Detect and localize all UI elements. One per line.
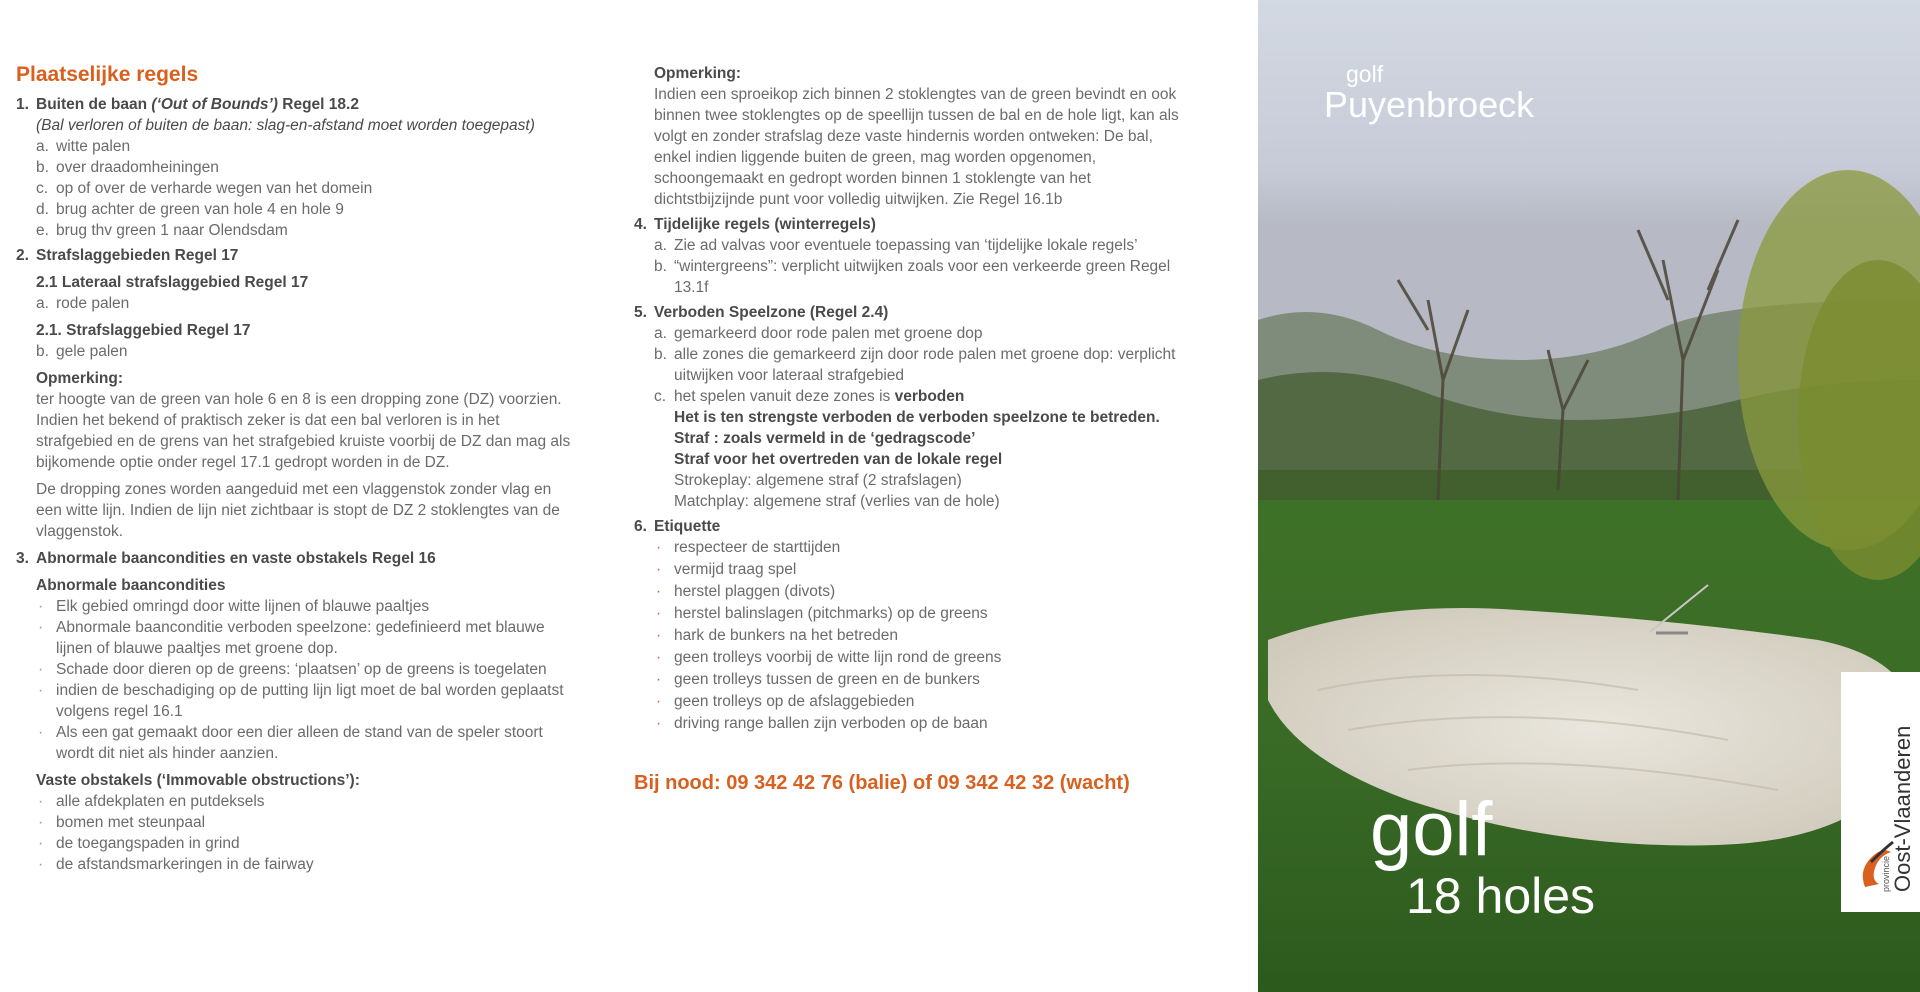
rule-section-1	[16, 94, 576, 241]
section-heading	[36, 94, 576, 115]
list-item: c. op of over de verharde wegen van het domein	[36, 180, 373, 197]
list-item: a. Zie ad valvas voor eventuele toepassing van ‘tijdelijke lokale regels’	[654, 237, 1138, 254]
heading-part: Regel 18.2	[277, 96, 359, 113]
list-item: c. het spelen vanuit deze zones is verboden Het is ten strengste verboden de verboden speelzone te betreden. Straf : zoals vermeld in de ‘gedragscode’ Straf voor het overtreden van de lokale regel Strokeplay: algemene straf (2 strafslagen) Matchplay: algemene straf (verlies van de hole)	[654, 386, 1194, 512]
list-item: b. “wintergreens”: verplicht uitwijken zoals voor een verkeerde green Regel 13.1f	[654, 258, 1171, 296]
list-item: · alle afdekplaten en putdeksels	[38, 793, 265, 810]
heading-part: (‘Out of Bounds’)	[151, 96, 278, 113]
page-title: Plaatselijke regels	[16, 63, 199, 86]
section-heading: Abnormale baancondities en vaste obstakels Regel 16	[36, 550, 436, 567]
warning-line: Het is ten strengste verboden de verboden speelzone te betreden.	[674, 409, 1160, 426]
cover-title	[1370, 787, 1596, 924]
list-item: a. witte palen	[36, 138, 131, 155]
cover-title-golf: golf	[1370, 787, 1493, 872]
brand-logo	[1324, 62, 1534, 124]
list-item: · Abnormale baanconditie verboden speelzone: gedefinieerd met blauwe lijnen of blauwe paaltjes met groene dop.	[38, 619, 545, 657]
list-item: e. brug thv green 1 naar Olendsdam	[36, 222, 288, 239]
penalty-line: Matchplay: algemene straf (verlies van de hole)	[674, 493, 1000, 510]
note-heading: Opmerking:	[36, 370, 123, 387]
bullet-list	[654, 537, 1194, 735]
rule-list	[36, 341, 576, 362]
list-item: b. alle zones die gemarkeerd zijn door rode palen met groene dop: verplicht uitwijken voor lateraal strafgebied	[654, 346, 1176, 384]
list-item: · geen trolleys op de afslaggebieden	[656, 693, 915, 710]
rule-list	[36, 136, 576, 241]
section-number: 2.	[16, 247, 29, 264]
province-badge	[1841, 672, 1920, 912]
rules-column-right	[634, 63, 1194, 735]
section-number: 6.	[634, 518, 647, 535]
list-item: a. rode palen	[36, 295, 130, 312]
section-number: 3.	[16, 550, 29, 567]
note-paragraph: De dropping zones worden aangeduid met een vlaggenstok zonder vlag en een witte lijn. Indien de lijn niet zichtbaar is stopt de DZ 2 stoklengtes van de vlaggenstok.	[36, 481, 560, 540]
list-item: · Elk gebied omringd door witte lijnen of blauwe paaltjes	[38, 598, 430, 615]
rule-section-2	[16, 245, 576, 542]
list-item: · de toegangspaden in grind	[38, 835, 240, 852]
section-number: 5.	[634, 304, 647, 321]
bullet-list	[36, 596, 576, 764]
warning-line: Straf voor het overtreden van de lokale regel	[674, 451, 1003, 468]
cover-title-holes: 18 holes	[1406, 868, 1596, 924]
list-item: · indien de beschadiging op de putting lijn ligt moet de bal worden geplaatst volgens regel 16.1	[38, 682, 564, 720]
section-heading: Verboden Speelzone (Regel 2.4)	[654, 304, 889, 321]
list-item: b. over draadomheiningen	[36, 159, 219, 176]
list-item: d. brug achter de green van hole 4 en hole 9	[36, 201, 344, 218]
warning-line: Straf : zoals vermeld in de ‘gedragscode’	[674, 430, 976, 447]
list-item: · de afstandsmarkeringen in de fairway	[38, 856, 314, 873]
list-item: · vermijd traag spel	[656, 561, 797, 578]
list-item: · driving range ballen zijn verboden op de baan	[656, 715, 988, 732]
subsection-heading: Abnormale baancondities	[36, 577, 226, 594]
rule-section-3	[16, 548, 576, 875]
rules-column-left	[16, 60, 576, 875]
section-heading: Etiquette	[654, 518, 721, 535]
note-block	[634, 63, 1194, 210]
rule-section-5	[634, 302, 1194, 512]
note-paragraph: Indien een sproeikop zich binnen 2 stoklengtes van de green bevindt en ook binnen twee stoklengtes op de speellijn tussen de bal en de hole ligt, kan als volgt en zonder strafslag deze vaste hindernis worden ontweken: De bal, enkel indien liggende buiten de green, mag worden opgenomen, schoongemaakt en gedropt worden binnen 1 stoklengte van het dichtstbijzijnde punt voor volledig uitwijken. Zie Regel 16.1b	[654, 86, 1179, 208]
penalty-line: Strokeplay: algemene straf (2 strafslagen)	[674, 472, 962, 489]
rule-list	[36, 293, 576, 314]
subsection-heading: Vaste obstakels (‘Immovable obstructions’):	[36, 772, 360, 789]
list-item: · Als een gat gemaakt door een dier alleen de stand van de speler stoort wordt dit niet als hinder aanzien.	[38, 724, 543, 762]
subsection-heading: 2.1 Lateraal strafslaggebied Regel 17	[36, 274, 309, 291]
emergency-phone-line: Bij nood: 09 342 42 76 (balie) of 09 342 42 32 (wacht)	[634, 772, 1130, 794]
list-item: · geen trolleys voorbij de witte lijn rond de greens	[656, 649, 1002, 666]
heading-part: Buiten de baan	[36, 96, 152, 113]
brand-small-text: golf	[1346, 61, 1384, 87]
list-item: · Schade door dieren op de greens: ‘plaatsen’ op de greens is toegelaten	[38, 661, 547, 678]
list-item: b. gele palen	[36, 343, 128, 360]
note-heading: Opmerking:	[654, 65, 741, 82]
province-big-label: Oost-Vlaanderen	[1890, 725, 1915, 892]
list-item: · herstel plaggen (divots)	[656, 583, 836, 600]
section-number: 4.	[634, 216, 647, 233]
rule-section-6	[634, 516, 1194, 735]
rule-list	[654, 323, 1194, 512]
bullet-list	[36, 791, 576, 875]
note-paragraph: ter hoogte van de green van hole 6 en 8 is een dropping zone (DZ) voorzien. Indien het bekend of praktisch zeker is dat een bal verloren is in het strafgebied en de grens van het strafgebied kruiste voorbij de DZ dan mag als bijkomende optie onder regel 17.1 gedropt worden in de DZ.	[36, 391, 571, 471]
rule-section-4	[634, 214, 1194, 298]
section-heading: Strafslaggebieden Regel 17	[36, 247, 239, 264]
list-item: · respecteer de starttijden	[656, 539, 841, 556]
province-small-label: provincie	[1881, 855, 1891, 892]
section-number: 1.	[16, 96, 29, 113]
province-name	[1881, 726, 1915, 892]
list-item: a. gemarkeerd door rode palen met groene dop	[654, 325, 983, 342]
section-heading: Tijdelijke regels (winterregels)	[654, 216, 876, 233]
subsection-heading: 2.1. Strafslaggebied Regel 17	[36, 322, 251, 339]
list-item: · herstel balinslagen (pitchmarks) op de greens	[656, 605, 988, 622]
section-subheading: (Bal verloren of buiten de baan: slag-en-afstand moet worden toegepast)	[36, 117, 535, 134]
list-item: · geen trolleys tussen de green en de bunkers	[656, 671, 980, 688]
brand-name: Puyenbroeck	[1324, 84, 1535, 125]
rule-list	[654, 235, 1194, 298]
list-item: · hark de bunkers na het betreden	[656, 627, 899, 644]
list-item: · bomen met steunpaal	[38, 814, 206, 831]
